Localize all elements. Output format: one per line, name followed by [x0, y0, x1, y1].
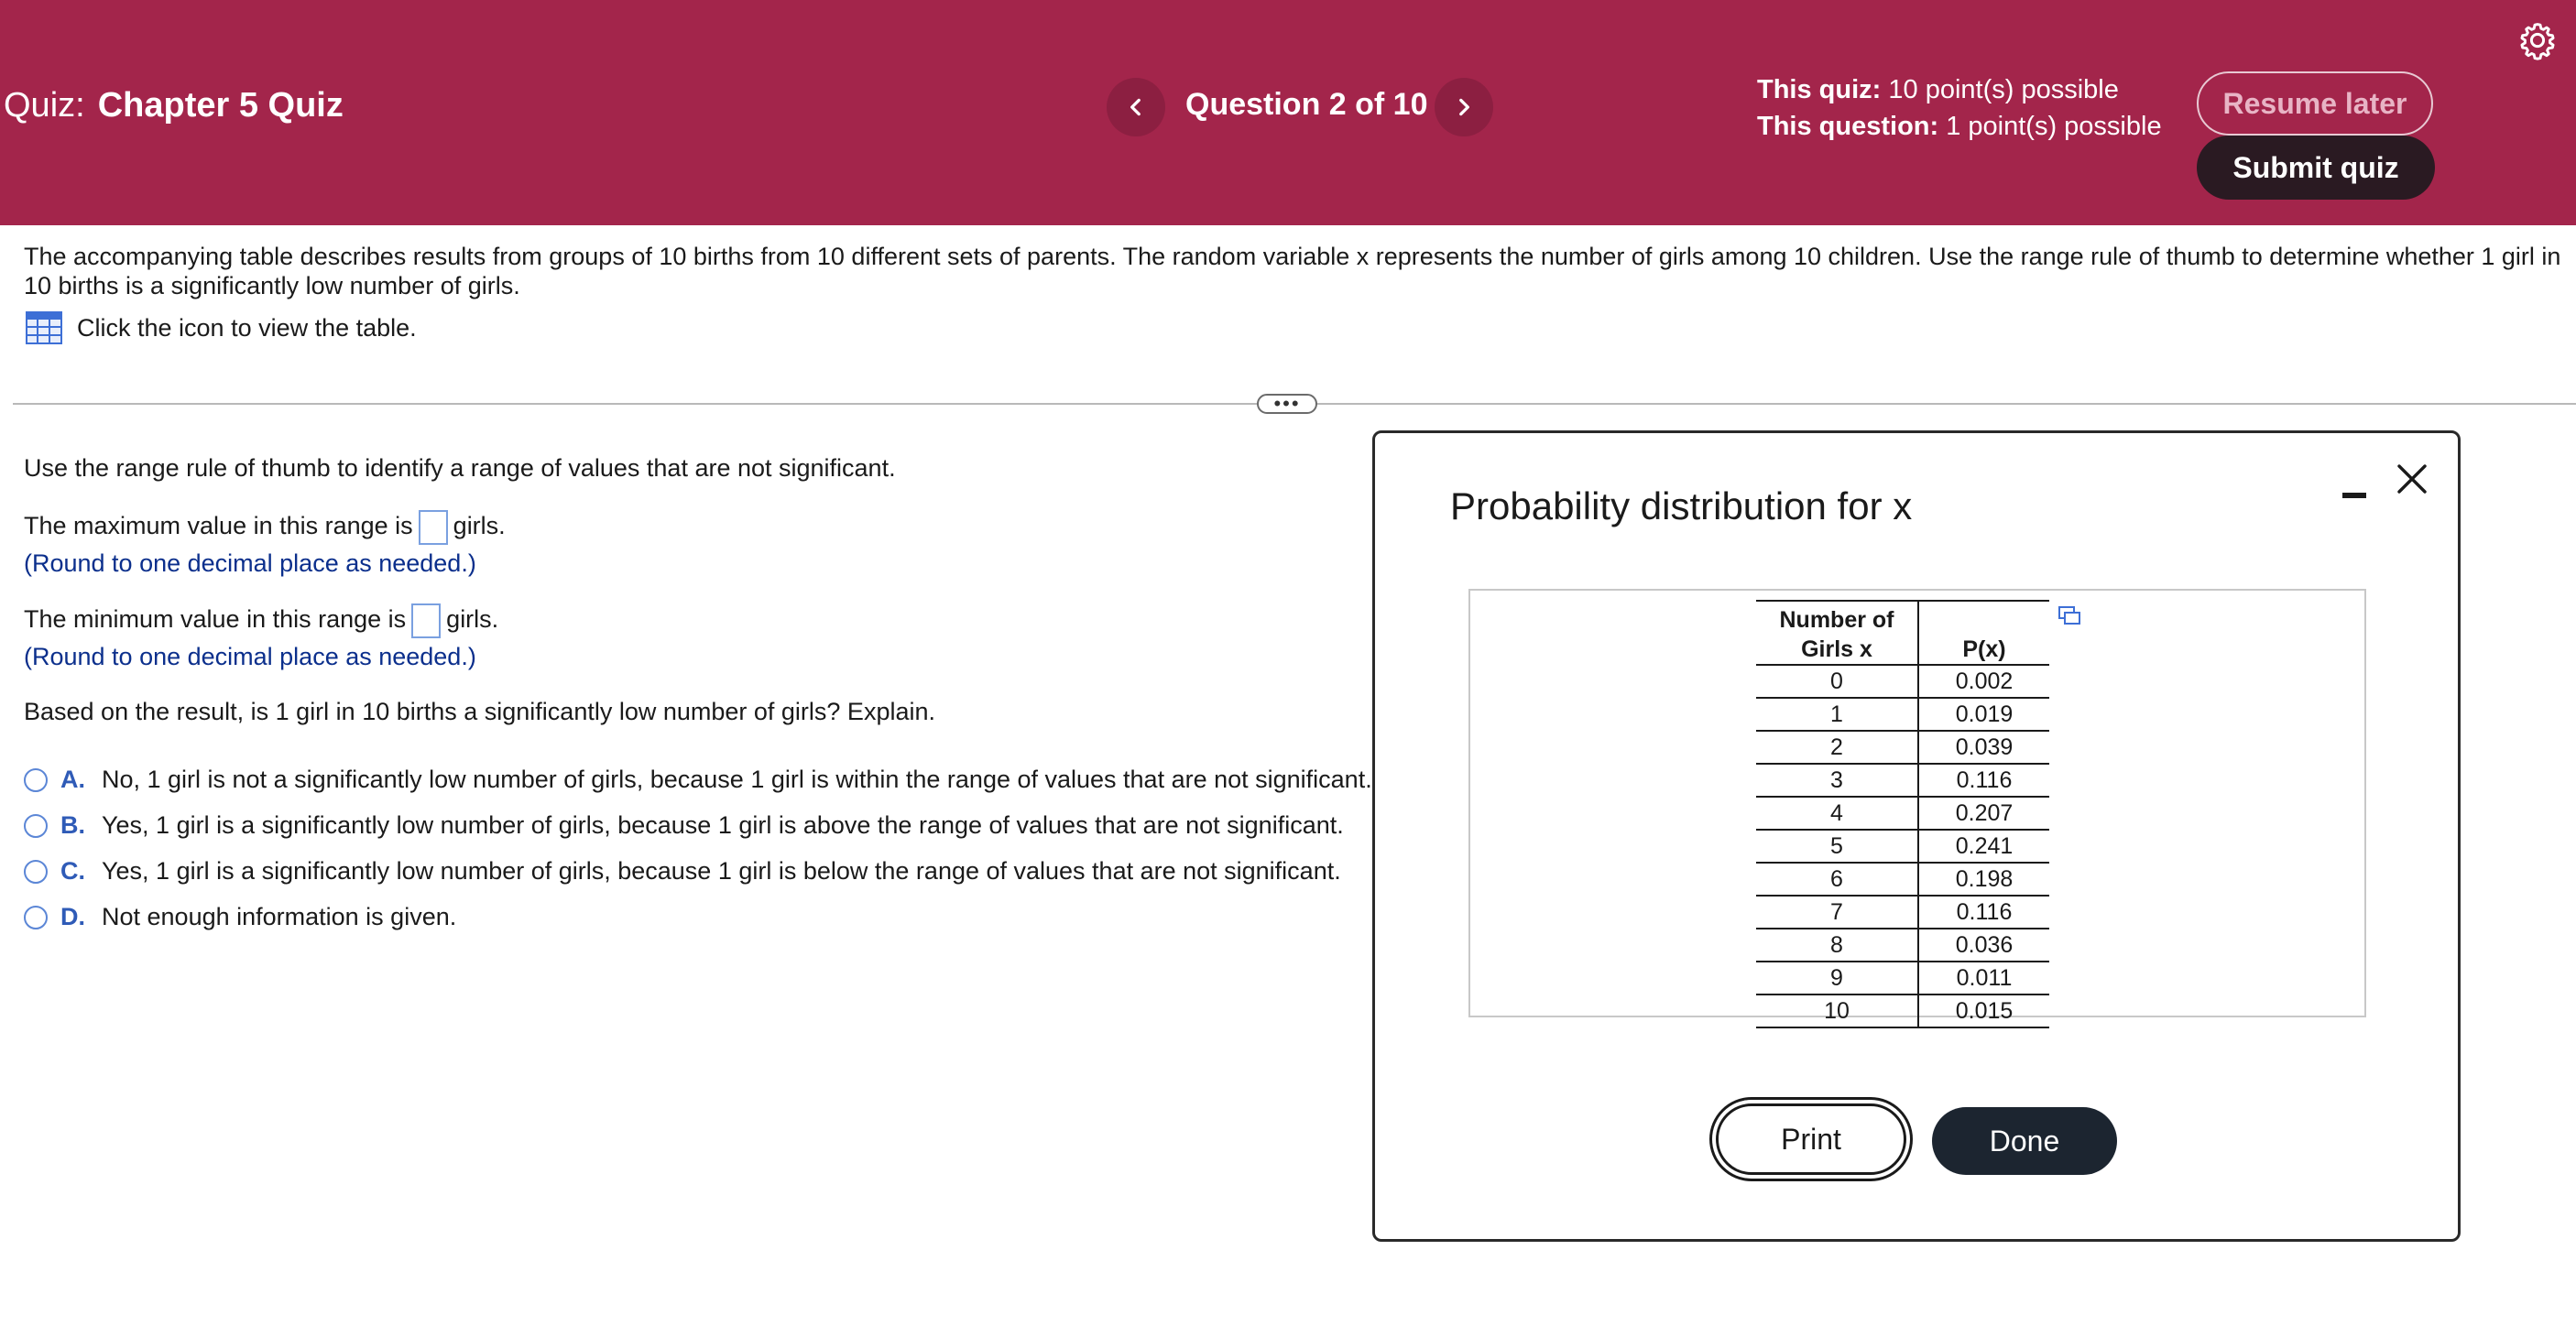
table-row	[1756, 830, 2049, 863]
min-value-suffix: girls.	[446, 605, 499, 633]
table-row	[1756, 698, 2049, 731]
question-points	[1757, 108, 2162, 145]
probability-table-dialog	[1372, 430, 2461, 1242]
done-button[interactable]: Done	[1932, 1107, 2117, 1175]
option-c-text: Yes, 1 girl is a significantly low number of girls, because 1 girl is below the range of values that are not significant.	[102, 857, 1341, 885]
column-header-x-line1: Number of	[1779, 607, 1894, 633]
table-header-row	[1756, 601, 2049, 665]
option-a-text: No, 1 girl is not a significantly low number of girls, because 1 girl is within the range of values that are not significant.	[102, 766, 1372, 793]
cell-x: 8	[1756, 929, 1918, 962]
copy-icon[interactable]	[2057, 603, 2082, 629]
option-b-letter: B.	[60, 811, 85, 839]
probability-table	[1756, 600, 2049, 1028]
dialog-title: Probability distribution for x	[1450, 484, 1913, 527]
min-value-hint: (Round to one decimal place as needed.)	[24, 643, 476, 670]
table-row	[1756, 764, 2049, 797]
question-indicator[interactable]: Question 2 of 10	[1185, 87, 1428, 122]
max-value-hint: (Round to one decimal place as needed.)	[24, 549, 476, 577]
table-row	[1756, 863, 2049, 896]
option-d-radio[interactable]	[24, 906, 48, 929]
cell-p: 0.015	[1918, 994, 2049, 1027]
column-header-x-line2: Girls x	[1801, 636, 1872, 662]
cell-x: 9	[1756, 962, 1918, 994]
cell-x: 3	[1756, 764, 1918, 797]
quiz-points-value: 10 point(s) possible	[1888, 75, 2119, 104]
cell-p: 0.241	[1918, 830, 2049, 863]
cell-p: 0.002	[1918, 665, 2049, 698]
points-summary	[1757, 71, 2162, 145]
previous-question-button[interactable]	[1107, 78, 1165, 136]
cell-x: 10	[1756, 994, 1918, 1027]
close-icon[interactable]	[2394, 461, 2430, 497]
collapse-toggle-button[interactable]: •••	[1257, 394, 1317, 414]
next-question-button[interactable]	[1435, 78, 1493, 136]
option-b-text: Yes, 1 girl is a significantly low number of girls, because 1 girl is above the range of values that are not significant.	[102, 811, 1344, 839]
question-points-label: This question:	[1757, 112, 1939, 141]
option-a[interactable]	[24, 766, 1372, 794]
min-value-prefix: The minimum value in this range is	[24, 605, 407, 633]
view-table-text: Click the icon to view the table.	[77, 313, 417, 342]
minimize-icon[interactable]	[2341, 481, 2368, 508]
table-row	[1756, 962, 2049, 994]
table-row	[1756, 665, 2049, 698]
option-c-radio[interactable]	[24, 860, 48, 884]
option-b-radio[interactable]	[24, 814, 48, 838]
question-points-value: 1 point(s) possible	[1946, 112, 2162, 141]
instruction-text: Use the range rule of thumb to identify a range of values that are not significant.	[24, 454, 896, 482]
print-button[interactable]: Print	[1716, 1103, 1906, 1175]
chevron-left-icon	[1124, 95, 1148, 119]
max-value-input[interactable]	[419, 510, 448, 545]
cell-x: 6	[1756, 863, 1918, 896]
cell-p: 0.036	[1918, 929, 2049, 962]
cell-x: 1	[1756, 698, 1918, 731]
resume-later-button[interactable]: Resume later	[2197, 71, 2433, 136]
cell-x: 7	[1756, 896, 1918, 929]
option-a-letter: A.	[60, 766, 85, 793]
table-row	[1756, 731, 2049, 764]
max-value-suffix: girls.	[453, 512, 506, 539]
cell-p: 0.039	[1918, 731, 2049, 764]
cell-p: 0.019	[1918, 698, 2049, 731]
cell-p: 0.116	[1918, 896, 2049, 929]
min-value-input[interactable]	[411, 603, 441, 638]
cell-p: 0.011	[1918, 962, 2049, 994]
column-header-x	[1756, 601, 1918, 665]
table-row	[1756, 896, 2049, 929]
quiz-header	[0, 0, 2576, 225]
option-d-text: Not enough information is given.	[102, 903, 457, 930]
submit-quiz-button[interactable]: Submit quiz	[2197, 136, 2435, 200]
quiz-title-label: Quiz:	[4, 86, 85, 125]
cell-x: 5	[1756, 830, 1918, 863]
option-c[interactable]	[24, 857, 1341, 886]
question-text: The accompanying table describes results from groups of 10 births from 10 different sets of parents. The random variable x represents the number of girls among 10 children. Use the range rule of thumb to determine whether 1 girl in 10 births is a significantly low number of girls.	[24, 243, 2561, 299]
explain-prompt: Based on the result, is 1 girl in 10 births a significantly low number of girls? Explain.	[24, 698, 935, 725]
cell-p: 0.207	[1918, 797, 2049, 830]
cell-p: 0.198	[1918, 863, 2049, 896]
table-icon[interactable]	[26, 311, 62, 344]
table-frame	[1468, 589, 2366, 1024]
quiz-name: Chapter 5 Quiz	[97, 86, 344, 125]
table-row	[1756, 797, 2049, 830]
view-table-row	[26, 310, 417, 346]
chevron-right-icon	[1452, 95, 1476, 119]
option-a-radio[interactable]	[24, 768, 48, 792]
cell-x: 4	[1756, 797, 1918, 830]
option-d-letter: D.	[60, 903, 85, 930]
cell-x: 2	[1756, 731, 1918, 764]
cell-x: 0	[1756, 665, 1918, 698]
quiz-title	[4, 86, 344, 125]
column-header-p: P(x)	[1918, 601, 2049, 665]
max-value-row	[24, 507, 506, 545]
option-d[interactable]	[24, 903, 456, 931]
table-row	[1756, 929, 2049, 962]
max-value-prefix: The maximum value in this range is	[24, 512, 413, 539]
quiz-points	[1757, 71, 2162, 108]
table-row	[1756, 994, 2049, 1027]
option-c-letter: C.	[60, 857, 85, 885]
quiz-points-label: This quiz:	[1757, 75, 1882, 104]
option-b[interactable]	[24, 811, 1344, 840]
cell-p: 0.116	[1918, 764, 2049, 797]
min-value-row	[24, 601, 498, 638]
gear-icon[interactable]	[2517, 20, 2558, 60]
